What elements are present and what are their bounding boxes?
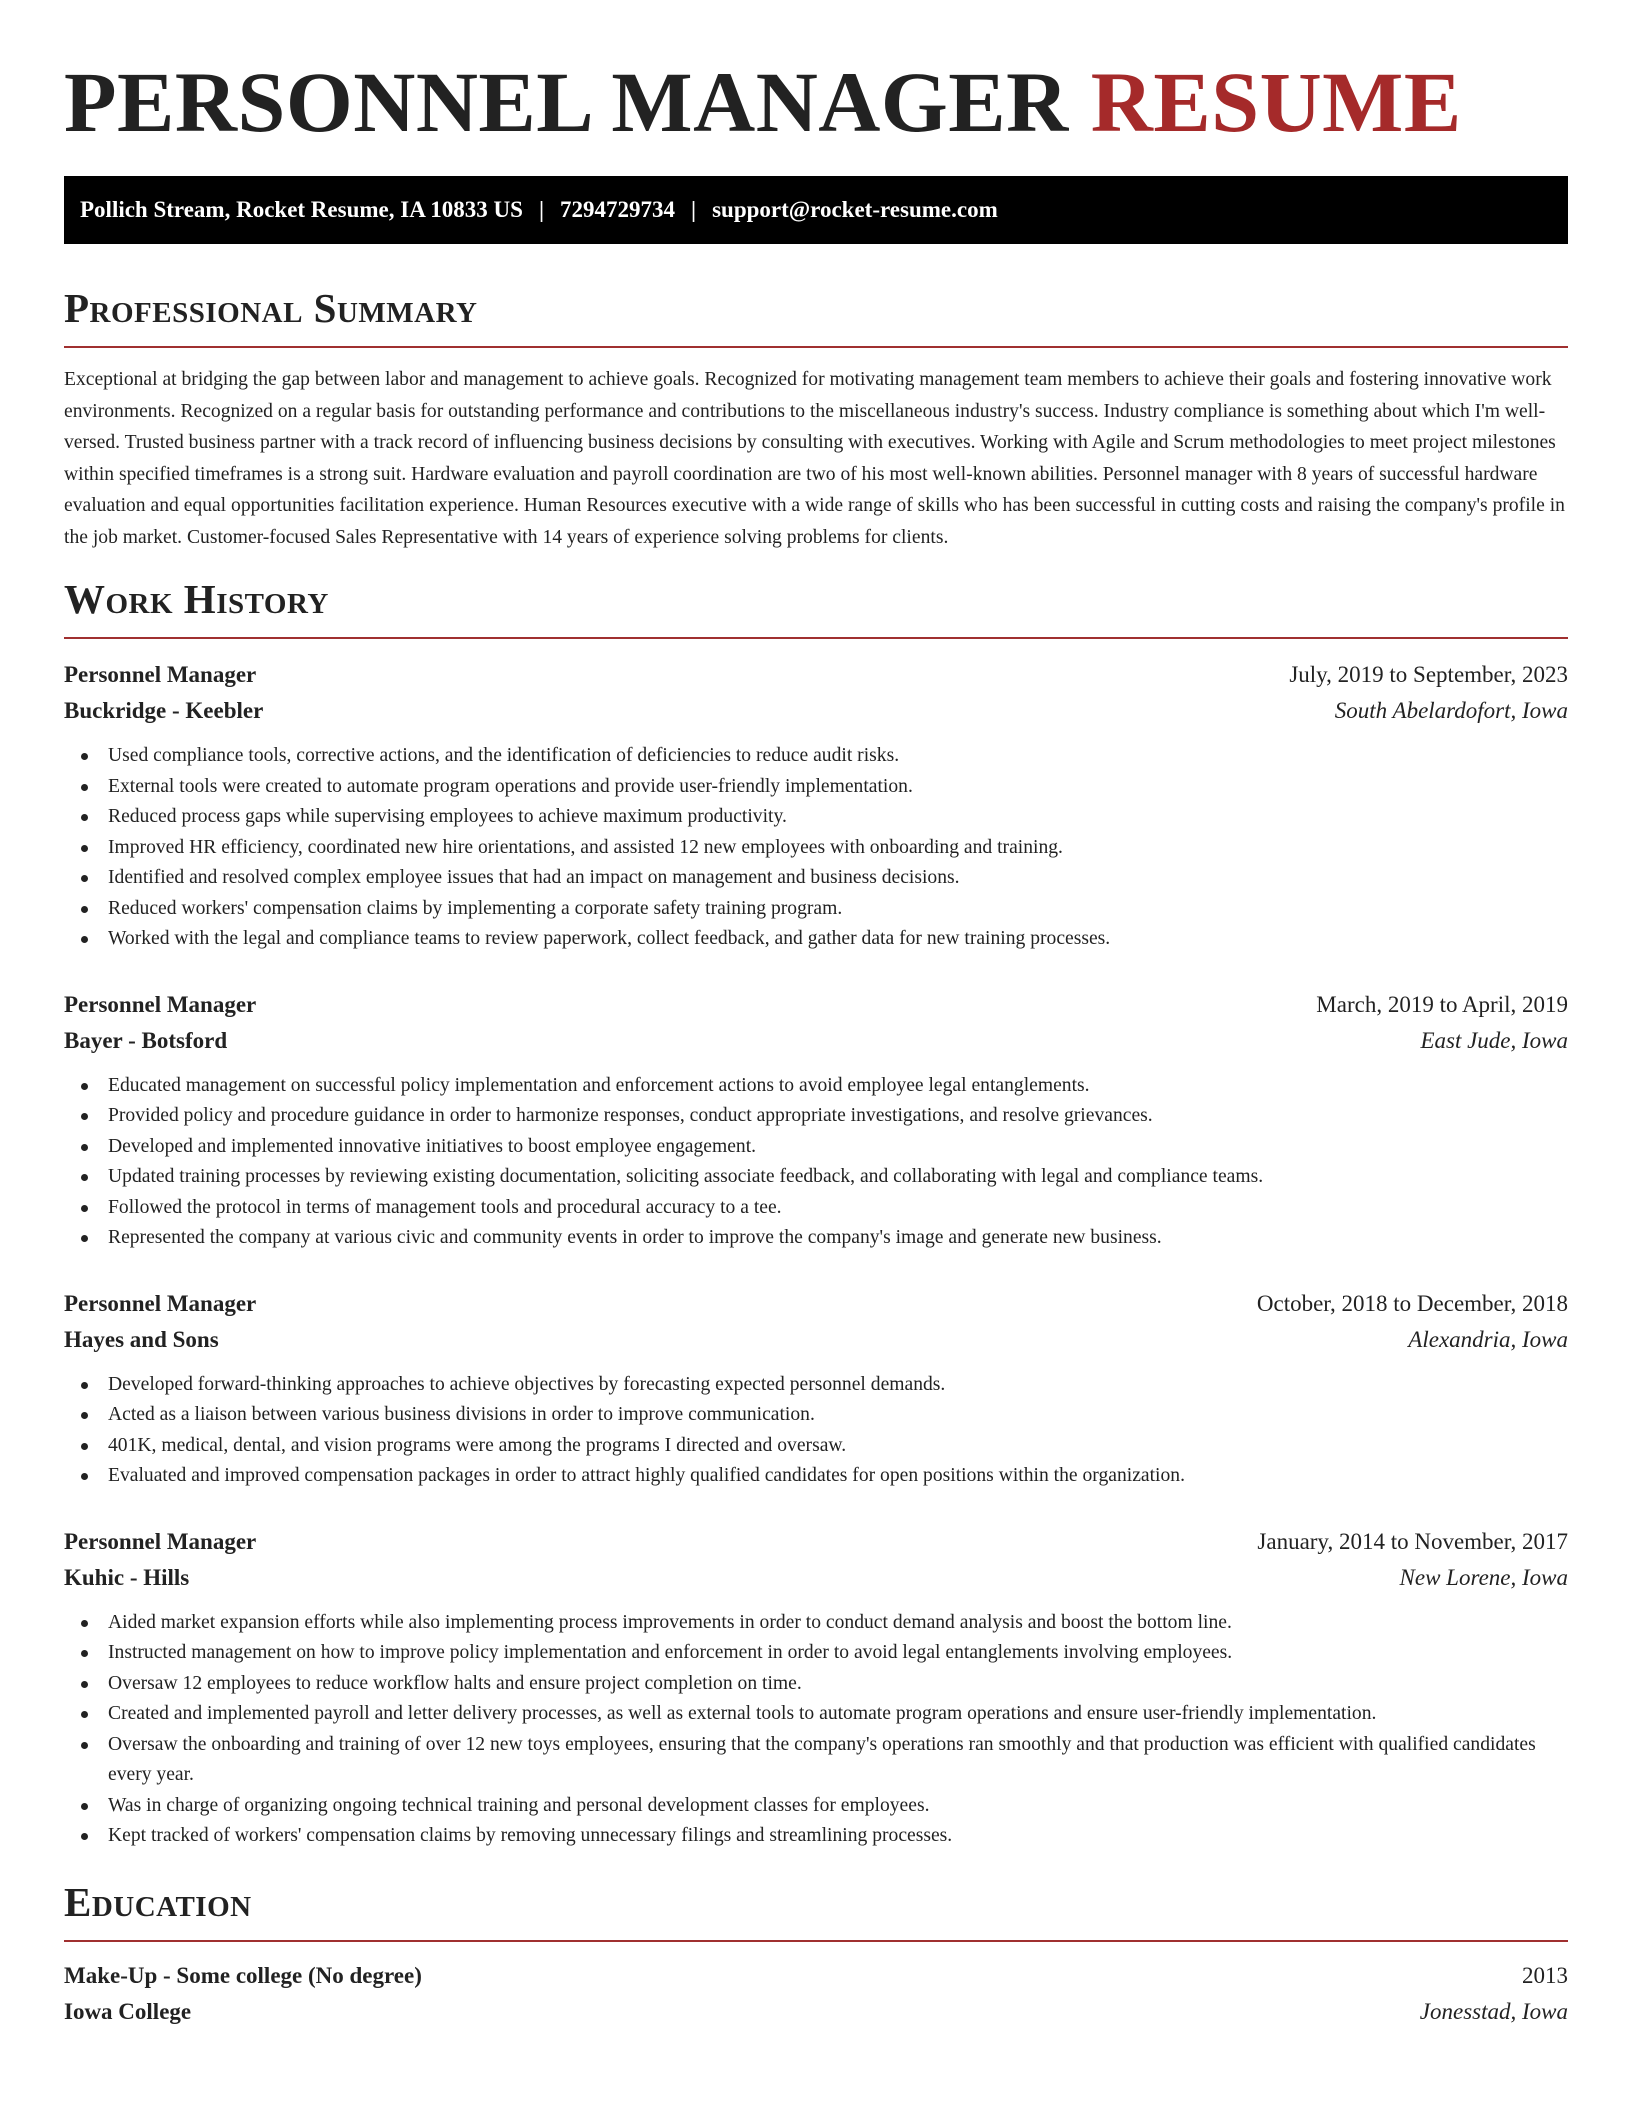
job-bullets xyxy=(64,1608,1568,1852)
job-company: Bayer - Botsford xyxy=(64,1027,228,1053)
work-history-section xyxy=(64,575,1568,1852)
title-accent: RESUME xyxy=(1090,54,1462,150)
education-entry xyxy=(64,1958,1568,2030)
job-company: Kuhic - Hills xyxy=(64,1564,190,1590)
job-company: Hayes and Sons xyxy=(64,1326,219,1352)
job-dates: October, 2018 to December, 2018 xyxy=(1256,1290,1568,1316)
education-year: 2013 xyxy=(1522,1962,1568,1988)
job-bullets xyxy=(64,1071,1568,1254)
education-header-row xyxy=(64,1958,1568,1994)
section-divider xyxy=(64,346,1568,348)
job-location: South Abelardofort, Iowa xyxy=(1334,698,1568,723)
job-dates: July, 2019 to September, 2023 xyxy=(1289,662,1568,687)
contact-separator: | xyxy=(691,197,697,222)
summary-section xyxy=(64,284,1568,553)
contact-phone: 7294729734 xyxy=(560,197,676,222)
job-bullet: Updated training processes by reviewing existing documentation, soliciting associate feedback, and collaborating with legal and compliance teams. xyxy=(64,1162,1568,1193)
contact-bar xyxy=(64,176,1568,244)
work-history-heading: Work History xyxy=(64,576,329,622)
job-header-row xyxy=(64,1524,1568,1560)
education-section xyxy=(64,1878,1568,2030)
job-bullet: Worked with the legal and compliance teams to review paperwork, collect feedback, and gather data for new training processes. xyxy=(64,924,1568,955)
job-bullet: Followed the protocol in terms of management tools and procedural accuracy to a tee. xyxy=(64,1193,1568,1224)
job-location: New Lorene, Iowa xyxy=(1399,1564,1568,1590)
title-main: PERSONNEL MANAGER xyxy=(64,54,1069,150)
job-bullet: Identified and resolved complex employee issues that had an impact on management and business decisions. xyxy=(64,863,1568,894)
job-bullet: Acted as a liaison between various business divisions in order to improve communication. xyxy=(64,1400,1568,1431)
job-bullet: Kept tracked of workers' compensation claims by removing unnecessary filings and streamlining processes. xyxy=(64,1821,1568,1852)
job-bullet: Represented the company at various civic and community events in order to improve the company's image and generate new business. xyxy=(64,1223,1568,1254)
job-bullets xyxy=(64,741,1568,955)
job-bullet: Educated management on successful policy implementation and enforcement actions to avoid employee legal entanglements. xyxy=(64,1071,1568,1102)
job-company-row xyxy=(64,1023,1568,1059)
job-bullet: Provided policy and procedure guidance in order to harmonize responses, conduct appropriate investigations, and resolve grievances. xyxy=(64,1101,1568,1132)
education-school: Iowa College xyxy=(64,1998,192,2024)
job-bullet: Oversaw 12 employees to reduce workflow halts and ensure project completion on time. xyxy=(64,1669,1568,1700)
section-divider xyxy=(64,637,1568,639)
job-header-row xyxy=(64,987,1568,1023)
job-title: Personnel Manager xyxy=(64,1528,257,1554)
job-bullet: Improved HR efficiency, coordinated new hire orientations, and assisted 12 new employees with onboarding and training. xyxy=(64,833,1568,864)
summary-text: Exceptional at bridging the gap between labor and management to achieve goals. Recognized for motivating management team members to achieve their goals and fostering innovative work environments. Recognized on a regular basis for outstanding performance and contributions to the miscellaneous industry's success. Industry compliance is something about which I'm well-versed. Trusted business partner with a track record of influencing business decisions by consulting with executives. Working with Agile and Scrum methodologies to meet project milestones within specified timeframes is a strong suit. Hardware evaluation and payroll coordination are two of his most well-known abilities. Personnel manager with 8 years of successful hardware evaluation and equal opportunities facilitation experience. Human Resources executive with a wide range of skills who has been successful in cutting costs and raising the company's profile in the job market. Customer-focused Sales Representative with 14 years of experience solving problems for clients. xyxy=(64,369,1565,548)
job-title: Personnel Manager xyxy=(64,991,257,1017)
job-dates: January, 2014 to November, 2017 xyxy=(1257,1528,1568,1554)
education-school-row xyxy=(64,1994,1568,2030)
job-bullet: Aided market expansion efforts while also implementing process improvements in order to conduct demand analysis and boost the bottom line. xyxy=(64,1608,1568,1639)
job-bullet: Oversaw the onboarding and training of over 12 new toys employees, ensuring that the company's operations ran smoothly and that production was efficient with qualified candidates every year. xyxy=(64,1730,1568,1791)
job-bullet: Developed forward-thinking approaches to achieve objectives by forecasting expected personnel demands. xyxy=(64,1370,1568,1401)
resume-title xyxy=(64,0,1568,152)
job-entry xyxy=(64,1524,1568,1852)
job-bullet: Created and implemented payroll and letter delivery processes, as well as external tools to automate program operations and ensure user-friendly implementation. xyxy=(64,1699,1568,1730)
job-bullet: Instructed management on how to improve policy implementation and enforcement in order to avoid legal entanglements involving employees. xyxy=(64,1638,1568,1669)
job-bullet: Used compliance tools, corrective actions, and the identification of deficiencies to reduce audit risks. xyxy=(64,741,1568,772)
education-location: Jonesstad, Iowa xyxy=(1419,1998,1568,2024)
job-header-row xyxy=(64,1286,1568,1322)
job-entry xyxy=(64,1286,1568,1492)
job-company-row xyxy=(64,1560,1568,1596)
education-degree: Make-Up - Some college (No degree) xyxy=(64,1962,422,1988)
job-bullet: Reduced process gaps while supervising employees to achieve maximum productivity. xyxy=(64,802,1568,833)
job-company: Buckridge - Keebler xyxy=(64,698,264,723)
job-header-row xyxy=(64,657,1568,693)
job-location: East Jude, Iowa xyxy=(1420,1027,1568,1053)
job-bullets xyxy=(64,1370,1568,1492)
job-bullet: Evaluated and improved compensation packages in order to attract highly qualified candidates for open positions within the organization. xyxy=(64,1461,1568,1492)
job-entry xyxy=(64,987,1568,1254)
job-bullet: Was in charge of organizing ongoing technical training and personal development classes for employees. xyxy=(64,1791,1568,1822)
contact-email: support@rocket-resume.com xyxy=(712,197,998,222)
job-bullet: External tools were created to automate program operations and provide user-friendly implementation. xyxy=(64,772,1568,803)
contact-address: Pollich Stream, Rocket Resume, IA 10833 US xyxy=(80,197,523,222)
job-title: Personnel Manager xyxy=(64,662,257,687)
job-bullet: 401K, medical, dental, and vision programs were among the programs I directed and oversaw. xyxy=(64,1431,1568,1462)
job-company-row xyxy=(64,1322,1568,1358)
summary-heading: Professional Summary xyxy=(64,285,478,331)
job-bullet: Reduced workers' compensation claims by implementing a corporate safety training program. xyxy=(64,894,1568,925)
job-location: Alexandria, Iowa xyxy=(1408,1326,1568,1352)
education-heading: Education xyxy=(64,1878,252,1925)
section-divider xyxy=(64,1940,1568,1942)
job-company-row xyxy=(64,693,1568,729)
job-entry xyxy=(64,657,1568,955)
job-title: Personnel Manager xyxy=(64,1290,257,1316)
contact-separator: | xyxy=(538,197,545,222)
job-dates: March, 2019 to April, 2019 xyxy=(1316,991,1568,1017)
job-bullet: Developed and implemented innovative initiatives to boost employee engagement. xyxy=(64,1132,1568,1163)
